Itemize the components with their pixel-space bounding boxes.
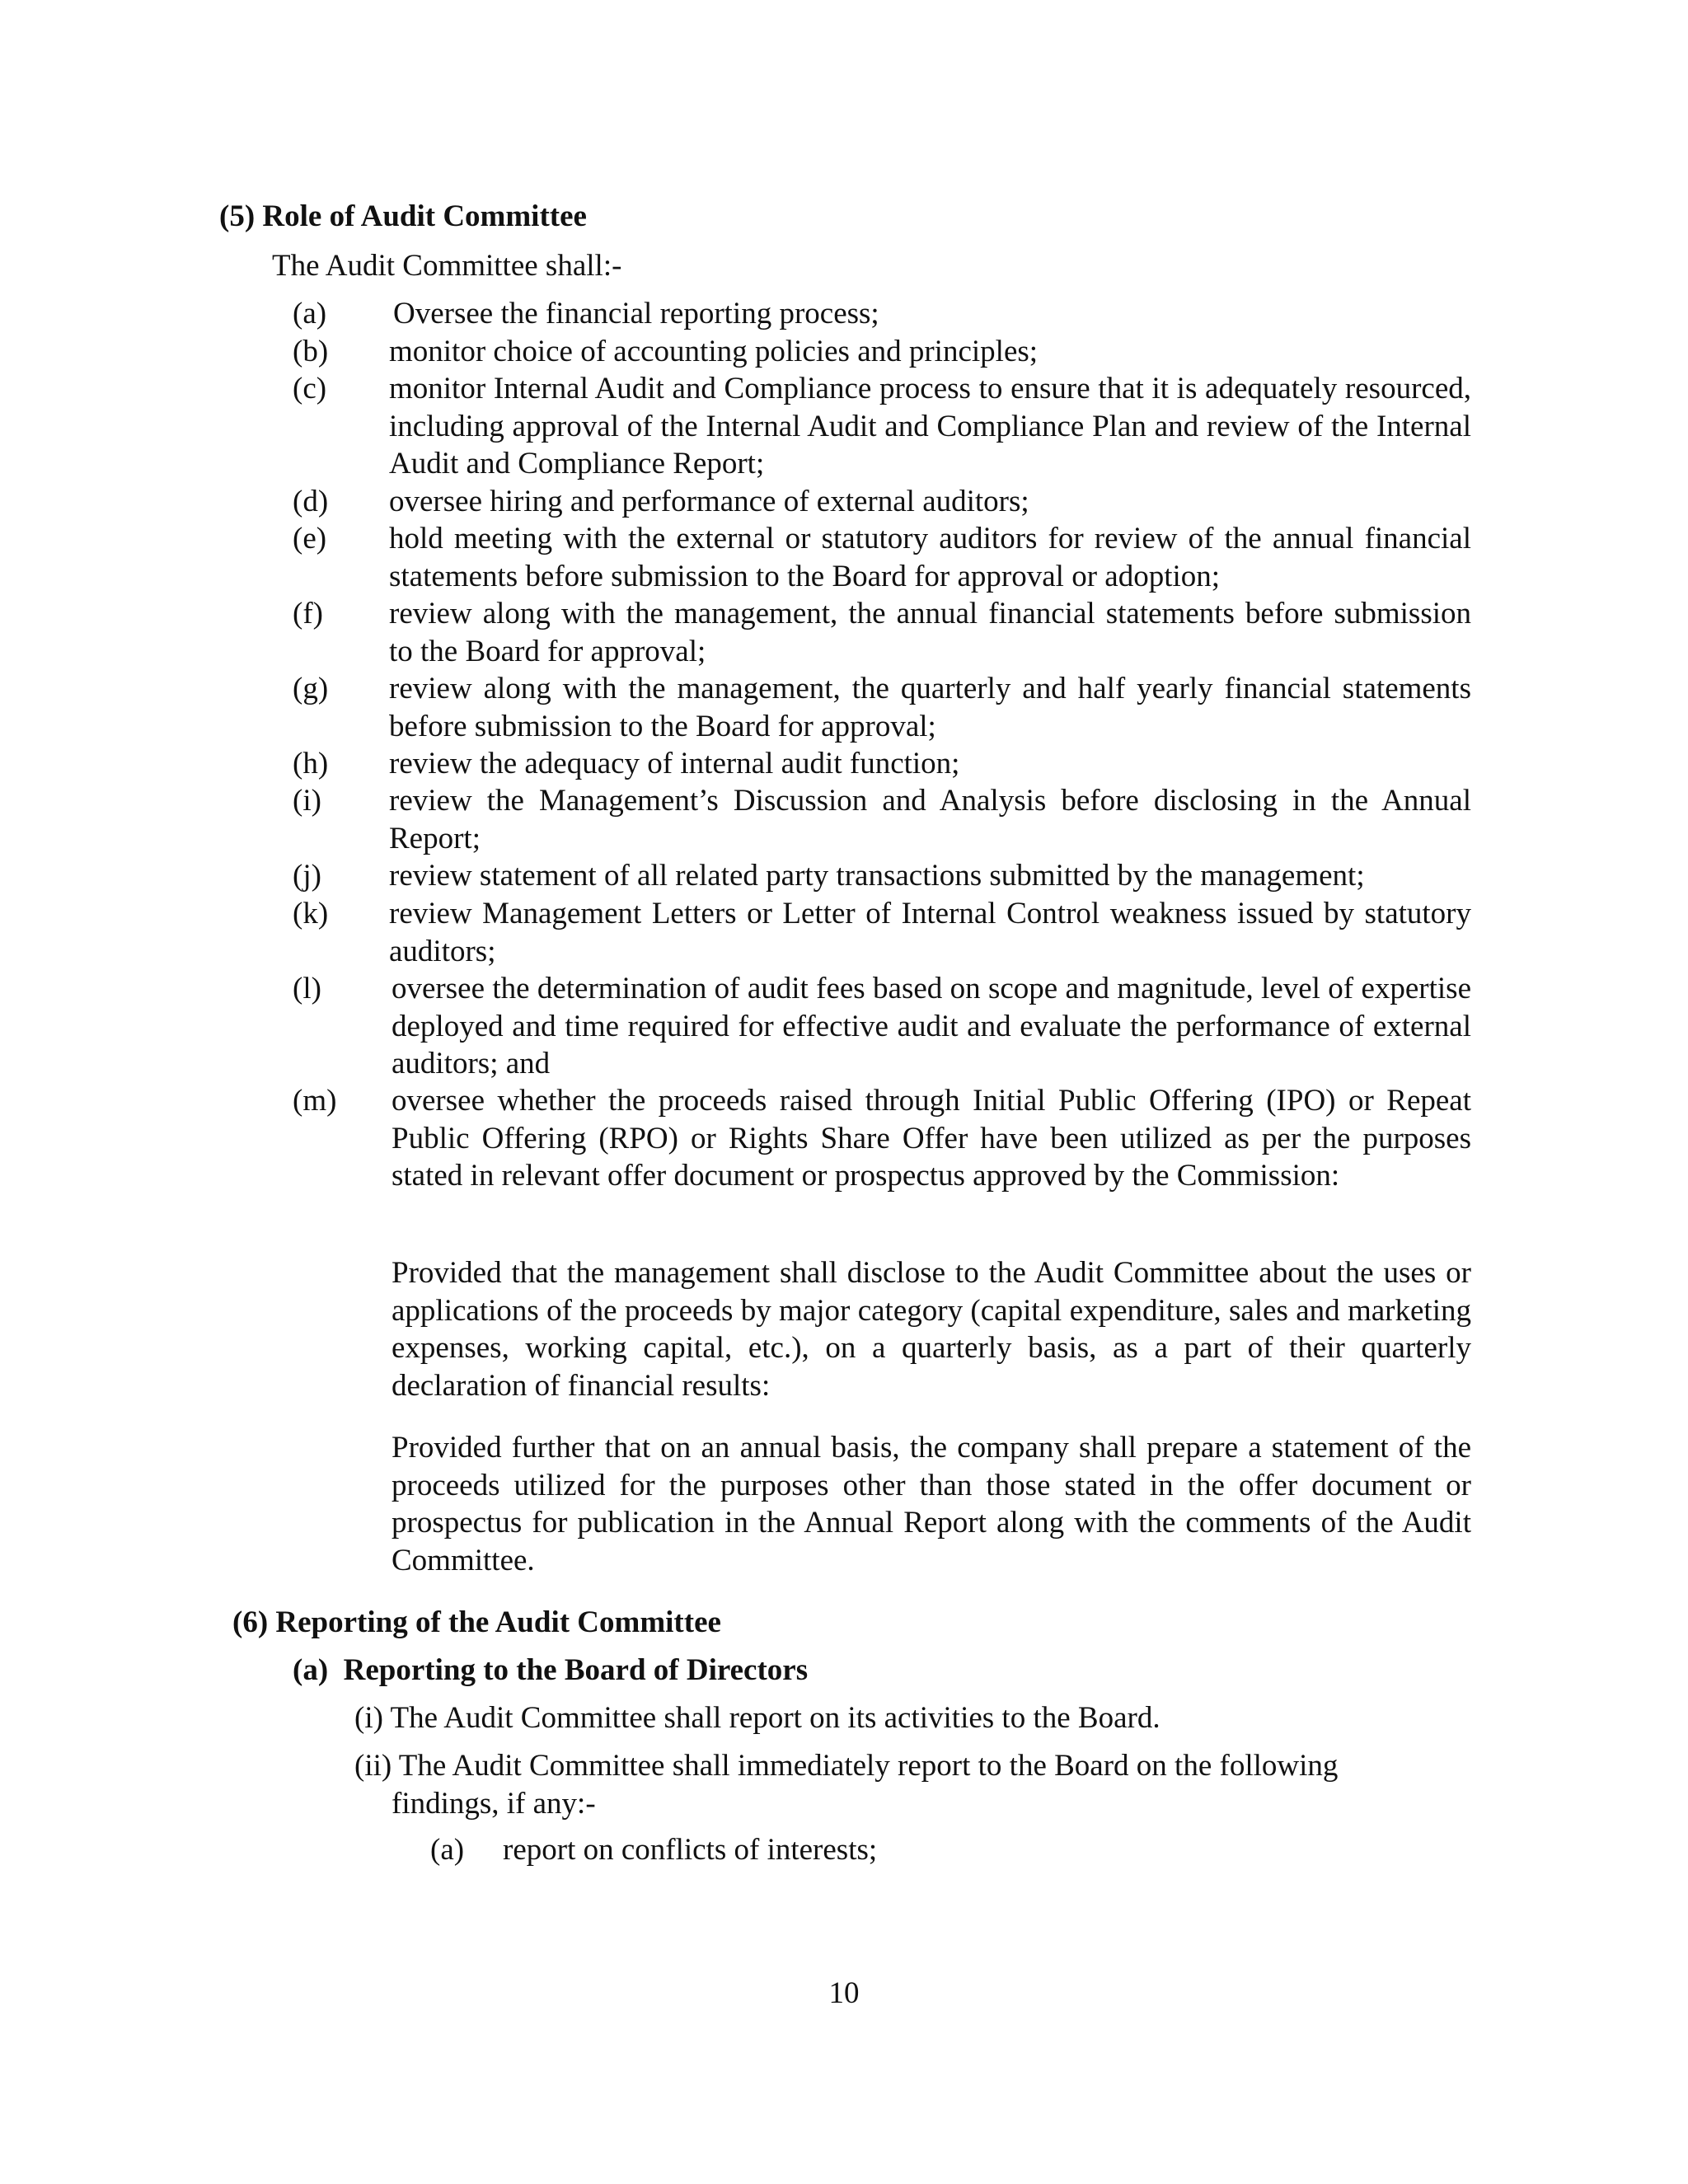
finding-item-a [430,1831,877,1869]
list-item-c [293,370,1471,483]
list-item-text: oversee the determination of audit fees based on scope and magnitude, level of expertise deployed and time required for effective audit and evaluate the performance of external auditors; and [392,972,1471,1080]
reporting-point-ii-line1: (ii) The Audit Committee shall immediately report to the Board on the following [354,1749,1339,1783]
reporting-point-ii [354,1747,1471,1822]
list-item-label: (f) [293,597,323,630]
list-item-m [293,1082,1471,1195]
section-6a-subheading: (a) Reporting to the Board of Directors [293,1653,809,1687]
list-item-l [293,970,1471,1083]
list-item-text: review the adequacy of internal audit function; [389,747,960,780]
list-item-text: oversee hiring and performance of external auditors; [389,485,1029,518]
proviso-paragraph-2: Provided further that on an annual basis, the company shall prepare a statement of the proceeds utilized for the purposes other than those stated in the offer document or prospectus for publication in the Annual Report along with the comments of the Audit Committee. [392,1431,1471,1577]
finding-item-text: report on conflicts of interests; [503,1833,878,1867]
list-item-text: hold meeting with the external or statutory auditors for review of the annual financial statements before submission to the Board for approval or adoption; [389,522,1471,593]
list-item-label: (a) [293,297,327,330]
finding-item-label: (a) [430,1833,465,1867]
list-item-label: (i) [293,784,321,818]
list-item-g [293,670,1471,745]
list-item-label: (b) [293,335,329,368]
list-item-label: (c) [293,372,327,405]
list-item-text: review Management Letters or Letter of Internal Control weakness issued by statutory auditors; [389,897,1471,968]
list-item-d [293,483,1471,521]
list-item-b [293,333,1471,371]
list-item-e [293,520,1471,595]
list-item-text: review along with the management, the annual financial statements before submission to the Board for approval; [389,597,1471,668]
list-item-text: monitor choice of accounting policies and principles; [389,335,1039,368]
section-5-heading: (5) Role of Audit Committee [219,199,587,233]
list-item-text: review along with the management, the quarterly and half yearly financial statements before submission to the Board for approval; [389,672,1471,743]
proviso-paragraph-1: Provided that the management shall disclose to the Audit Committee about the uses or applications of the proceeds by major category (capital expenditure, sales and marketing expenses, working capital, etc.), on a quarterly basis, as a part of their quarterly declaration of financial results: [392,1256,1471,1403]
list-item-label: (g) [293,672,329,705]
list-item-label: (l) [293,972,321,1005]
list-item-i [293,782,1471,857]
list-item-label: (e) [293,522,327,555]
reporting-point-i: (i) The Audit Committee shall report on its activities to the Board. [354,1701,1160,1735]
list-item-j [293,857,1471,895]
reporting-point-ii-line2: findings, if any:- [392,1786,596,1821]
list-item-label: (d) [293,485,329,518]
section-6-heading: (6) Reporting of the Audit Committee [232,1605,721,1639]
list-item-a [293,295,1471,333]
list-item-label: (j) [293,859,321,893]
section-5-intro: The Audit Committee shall:- [272,249,622,283]
list-item-k [293,895,1471,970]
list-item-text: Oversee the financial reporting process; [393,297,879,330]
list-item-h [293,745,1471,783]
list-item-label: (m) [293,1084,337,1118]
list-item-label: (k) [293,897,329,930]
list-item-text: monitor Internal Audit and Compliance process to ensure that it is adequately resourced, including approval of the Internal Audit and Compliance Plan and review of the Internal Audit and Compliance Report; [389,372,1471,480]
list-item-f [293,595,1471,670]
list-item-text: review statement of all related party transactions submitted by the management; [389,859,1365,893]
list-item-text: oversee whether the proceeds raised through Initial Public Offering (IPO) or Repeat Public Offering (RPO) or Rights Share Offer have been utilized as per the purposes stated in relevant offer document or prospectus approved by the Commission: [392,1084,1471,1193]
list-item-text: review the Management’s Discussion and Analysis before disclosing in the Annual Report; [389,784,1471,855]
page-number: 10 [828,1976,860,2010]
list-item-label: (h) [293,747,329,780]
